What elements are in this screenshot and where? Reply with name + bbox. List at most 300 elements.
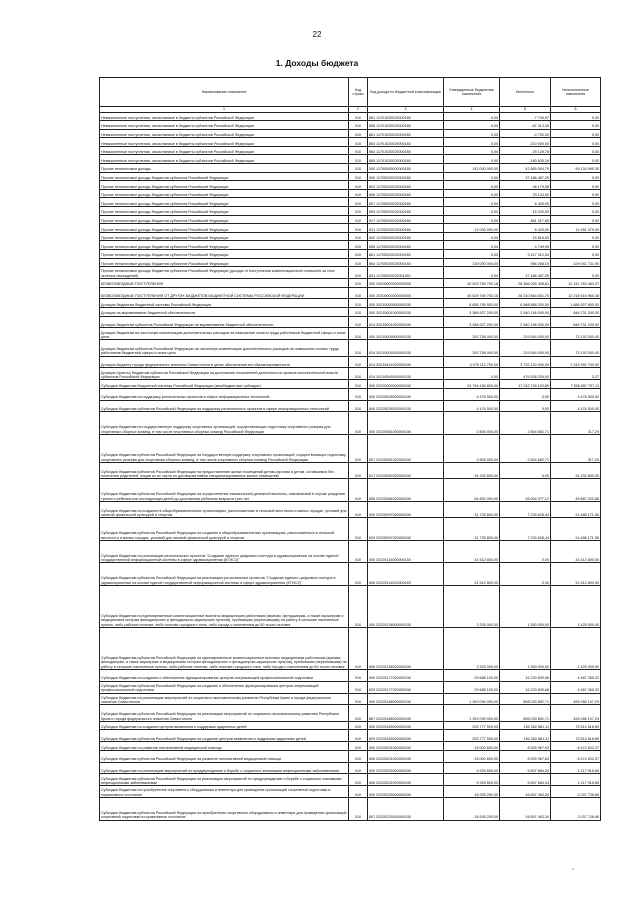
approved-amount-cell: 1 392 090 000,00: [444, 693, 500, 705]
budget-code-cell: 807 20225081020000150: [368, 434, 444, 462]
budget-code-cell: 000 20200000000000000: [368, 287, 444, 299]
table-row: [100, 669, 601, 681]
line-code-cell: 010: [349, 693, 368, 705]
executed-amount-cell: 28 386 026 308,81: [500, 278, 551, 287]
executed-amount-cell: 16 897 463,34: [500, 798, 551, 821]
line-code-cell: 010: [349, 207, 368, 216]
line-code-cell: 010: [349, 786, 368, 798]
approved-amount-cell: 4 476 500,00: [444, 400, 500, 412]
approved-amount-cell: 20 688 100,00: [444, 669, 500, 681]
executed-amount-cell: 3 732 120 000,00: [500, 356, 551, 368]
budget-code-cell: 806 20225114020000150: [368, 563, 444, 586]
column-number: 1: [100, 107, 349, 113]
approved-amount-cell: 24 749 436 800,00: [444, 380, 500, 389]
table-row: [100, 215, 601, 224]
corner-mark: ,: [572, 864, 574, 871]
budget-code-cell: 803 11705020020000180: [368, 181, 444, 190]
line-code-cell: 010: [349, 412, 368, 435]
approved-amount-cell: 0,00: [444, 112, 500, 121]
line-code-cell: 010: [349, 278, 368, 287]
budget-code-cell: 000 20225114000000150: [368, 540, 444, 563]
approved-amount-cell: 0,00: [444, 172, 500, 181]
unexecuted-amount-cell: 129 041 731,90: [551, 258, 601, 267]
unexecuted-amount-cell: 0,00: [551, 241, 601, 250]
budget-code-cell: 807 11705020020000180: [368, 198, 444, 207]
table-row: [100, 368, 601, 380]
executed-amount-cell: 1 900 000,00: [500, 585, 551, 627]
budget-code-cell: 000 20225097000000150: [368, 501, 444, 518]
approved-amount-cell: 6 925 600,00: [444, 774, 500, 786]
indicator-name-cell: Прочие неналоговые доходы бюджетов субъектов Российской Федерации: [100, 224, 349, 233]
table-row: [100, 198, 601, 207]
unexecuted-amount-cell: 12 141 763 483,37: [551, 278, 601, 287]
indicator-name-cell: Прочие неналоговые доходы бюджетов субъектов Российской Федерации: [100, 258, 349, 267]
indicator-name-cell: Дотации бюджетам субъектов Российской Федерации на частичную компенсацию дополнительных расходов на повышение оплаты труда работников бюджетной сферы и иные цели: [100, 340, 349, 357]
approved-amount-cell: 292 756 000,00: [444, 328, 500, 340]
line-code-cell: 010: [349, 750, 368, 762]
table-header: [100, 78, 601, 113]
unexecuted-amount-cell: 2 037 736,66: [551, 798, 601, 821]
table-row: [100, 181, 601, 190]
indicator-name-cell: Субсидии бюджетам на единовременные компенсационные выплаты медицинским работникам (врачам, фельдшерам, а также акушеркам и медицинским сестрам фельдшерских и фельдшерско-акушерских пунктов), прибывшим (переехавшим) на работу в сельские населенные пункты, либо рабочие поселки, либо поселки городского типа, либо города с населением до 50 тысяч человек: [100, 585, 349, 627]
approved-amount-cell: 0,00: [444, 138, 500, 147]
unexecuted-amount-cell: 3,27: [551, 368, 601, 380]
unexecuted-amount-cell: 0,00: [551, 198, 601, 207]
table-row: [100, 762, 601, 774]
indicator-name-cell: Субсидии бюджетам субъектов Российской Федерации на создание и обеспечение функционирования центров опережающей профессиональной подготовки: [100, 681, 349, 693]
approved-amount-cell: 31 725 800,00: [444, 518, 500, 541]
indicator-name-cell: Прочие неналоговые доходы бюджетов субъектов Российской Федерации: [100, 215, 349, 224]
executed-amount-cell: 17 242 749 102,89: [500, 380, 551, 389]
approved-amount-cell: 4 976 112 700,00: [444, 356, 500, 368]
approved-amount-cell: 20 688 100,00: [444, 681, 500, 693]
table-row: [100, 112, 601, 121]
indicator-name-cell: Прочие неналоговые доходы бюджетов субъектов Российской Федерации: [100, 189, 349, 198]
table-row: [100, 412, 601, 435]
line-code-cell: 010: [349, 742, 368, 751]
budget-code-cell: 829 20225189020000150: [368, 730, 444, 742]
line-code-cell: 010: [349, 368, 368, 380]
line-code-cell: 010: [349, 258, 368, 267]
unexecuted-amount-cell: 0,00: [551, 250, 601, 259]
budget-code-cell: 807 20225229020000150: [368, 798, 444, 821]
budget-code-cell: 817 11705020020000180: [368, 215, 444, 224]
approved-amount-cell: 3 386 927 200,00: [444, 316, 500, 328]
indicator-name-cell: БЕЗВОЗМЕЗДНЫЕ ПОСТУПЛЕНИЯ: [100, 278, 349, 287]
unexecuted-amount-cell: 0,00: [551, 181, 601, 190]
unexecuted-amount-cell: 31 512 800,00: [551, 540, 601, 563]
table-row: [100, 164, 601, 173]
table-row: [100, 705, 601, 722]
page-title: 1. Доходы бюджета: [275, 58, 359, 68]
table-row: [100, 340, 601, 357]
line-code-cell: 010: [349, 774, 368, 786]
indicator-name-cell: БЕЗВОЗМЕЗДНЫЕ ПОСТУПЛЕНИЯ ОТ ДРУГИХ БЮДЖЕТОВ БЮДЖЕТНОЙ СИСТЕМЫ РОССИЙСКОЙ ФЕДЕРАЦИИ: [100, 287, 349, 299]
approved-amount-cell: 0,00: [444, 267, 500, 279]
unexecuted-amount-cell: 99 134 995,30: [551, 164, 601, 173]
executed-amount-cell: 16 897 463,34: [500, 786, 551, 798]
executed-amount-cell: 8 525 967,63: [500, 750, 551, 762]
executed-amount-cell: 219 564 000,00: [500, 328, 551, 340]
indicator-name-cell: Дотация бюджету города федерального значения Севастополя в целях обеспечения его сбалансированности: [100, 356, 349, 368]
budget-code-cell: 855 11705020020000180: [368, 241, 444, 250]
line-code-cell: 010: [349, 287, 368, 299]
executed-amount-cell: 476 938 200,00: [500, 368, 551, 380]
budget-code-cell: 000 20225201000000150: [368, 742, 444, 751]
approved-amount-cell: 0,00: [444, 198, 500, 207]
executed-amount-cell: 219 564 000,00: [500, 340, 551, 357]
indicator-name-cell: Дотации (гранты) бюджетам субъектов Российской Федерации за достижение показателей деятельности органов исполнительной власти субъектов Российской Федерации: [100, 368, 349, 380]
approved-amount-cell: 0,00: [444, 215, 500, 224]
table-row: [100, 250, 601, 259]
column-header: Неисполненные назначения: [551, 78, 601, 107]
indicator-name-cell: Прочие неналоговые доходы бюджетов субъектов Российской Федерации: [100, 250, 349, 259]
budget-code-cell: 861 11705020020000180: [368, 250, 444, 259]
unexecuted-amount-cell: 0,00: [551, 121, 601, 130]
line-code-cell: 010: [349, 121, 368, 130]
approved-amount-cell: 0,00: [444, 250, 500, 259]
unexecuted-amount-cell: 1 686 927 600,00: [551, 299, 601, 308]
executed-amount-cell: 37 486 457,25: [500, 267, 551, 279]
unexecuted-amount-cell: 0,00: [551, 267, 601, 279]
unexecuted-amount-cell: 6 474 632,37: [551, 750, 601, 762]
column-header: Утвержденные бюджетные назначения: [444, 78, 500, 107]
line-code-cell: 010: [349, 400, 368, 412]
unexecuted-amount-cell: 11 991 570,00: [551, 224, 601, 233]
table-row: [100, 742, 601, 751]
approved-amount-cell: 0,00: [444, 181, 500, 190]
executed-amount-cell: 23 143,00: [500, 189, 551, 198]
executed-amount-cell: 5 807 684,34: [500, 774, 551, 786]
line-code-cell: 010: [349, 181, 368, 190]
approved-amount-cell: 3 386 927 200,00: [444, 307, 500, 316]
unexecuted-amount-cell: 4 467 260,32: [551, 669, 601, 681]
table-row: [100, 462, 601, 479]
approved-amount-cell: 2 805 000,00: [444, 434, 500, 462]
table-row: [100, 400, 601, 412]
unexecuted-amount-cell: 317,29: [551, 434, 601, 462]
indicator-name-cell: Прочие неналоговые доходы: [100, 164, 349, 173]
line-code-cell: 010: [349, 164, 368, 173]
indicator-name-cell: Субсидии бюджетам субъектов Российской Федерации на создание центров выявления и поддержки одаренных детей: [100, 730, 349, 742]
approved-amount-cell: 4 476 500,00: [444, 388, 500, 400]
indicator-name-cell: Субсидии бюджетам на реализацию региональных проектов "Создание единого цифрового контура в здравоохранении на основе единой государственной информационной системы в сфере здравоохранения (ЕГИСЗ)": [100, 540, 349, 563]
executed-amount-cell: 2 804 682,71: [500, 434, 551, 462]
indicator-name-cell: Субсидии бюджетам субъектов Российской Федерации на осуществление ежемесячной денежной выплаты, назначаемой в случае рождения третьего ребенка или последующих детей до достижения ребенком возраста трех лет: [100, 479, 349, 502]
line-code-cell: 010: [349, 681, 368, 693]
budget-code-cell: 000 11705000000000180: [368, 164, 444, 173]
executed-amount-cell: 2 540 196 000,00: [500, 307, 551, 316]
executed-amount-cell: 15 816,00: [500, 232, 551, 241]
approved-amount-cell: 292 756 000,00: [444, 340, 500, 357]
executed-amount-cell: -180 635,16: [500, 155, 551, 164]
executed-amount-cell: 29 129,78: [500, 146, 551, 155]
line-code-cell: 010: [349, 730, 368, 742]
income-table: [99, 77, 600, 821]
table-row: [100, 356, 601, 368]
unexecuted-amount-cell: 75 514 618,89: [551, 730, 601, 742]
executed-amount-cell: 4 749,95: [500, 241, 551, 250]
indicator-name-cell: Субсидии бюджетам на создание и обеспечение функционирования центров опережающей профессиональной подготовки: [100, 669, 349, 681]
unexecuted-amount-cell: 1 243 992 700,00: [551, 356, 601, 368]
budget-code-cell: 814 20215001020000150: [368, 316, 444, 328]
line-code-cell: 010: [349, 627, 368, 669]
unexecuted-amount-cell: 49 887 022,88: [551, 479, 601, 502]
budget-code-cell: 000 20210000000000150: [368, 299, 444, 308]
indicator-name-cell: Субсидии бюджетам на государственную поддержку спортивных организаций, осуществляющих подготовку спортивного резерва для спортивных сборных команд, в том числе спортивных сборных команд Российской Федерации: [100, 412, 349, 435]
approved-amount-cell: 0,00: [444, 146, 500, 155]
approved-amount-cell: 84 892 000,00: [444, 479, 500, 502]
unexecuted-amount-cell: 2 037 736,66: [551, 786, 601, 798]
table-row: [100, 388, 601, 400]
indicator-name-cell: Субсидии бюджетам на реализацию мероприятий по социально-экономическому развитию Республики Крым и города федерального значения Севастополя: [100, 693, 349, 705]
executed-amount-cell: 8 525 967,63: [500, 742, 551, 751]
table-row: [100, 479, 601, 502]
indicator-name-cell: Прочие неналоговые доходы бюджетов субъектов Российской Федерации: [100, 198, 349, 207]
approved-amount-cell: 31 512 800,00: [444, 563, 500, 586]
unexecuted-amount-cell: 0,00: [551, 129, 601, 138]
executed-amount-cell: -210 000,00: [500, 138, 551, 147]
approved-amount-cell: 31 725 800,00: [444, 501, 500, 518]
approved-amount-cell: 225 777 500,00: [444, 721, 500, 730]
table-row: [100, 328, 601, 340]
budget-code-cell: 861 11701020020000180: [368, 129, 444, 138]
unexecuted-amount-cell: 4 476 500,00: [551, 400, 601, 412]
budget-code-cell: 867 20225188020000150: [368, 705, 444, 722]
approved-amount-cell: 130 000 000,00: [444, 258, 500, 267]
table-row: [100, 121, 601, 130]
table-row: [100, 172, 601, 181]
line-code-cell: 010: [349, 267, 368, 279]
line-code-cell: 010: [349, 328, 368, 340]
indicator-name-cell: Невыясненные поступления, зачисляемые в бюджеты субъектов Российской Федерации: [100, 146, 349, 155]
budget-code-cell: 809 11705020020000180: [368, 207, 444, 216]
unexecuted-amount-cell: 12 218 916 960,48: [551, 287, 601, 299]
budget-code-cell: 000 20225028000000150: [368, 388, 444, 400]
budget-code-cell: 000 20225081000000150: [368, 412, 444, 435]
executed-amount-cell: 42 865 004,70: [500, 164, 551, 173]
unexecuted-amount-cell: 75 514 618,89: [551, 721, 601, 730]
table-row: [100, 224, 601, 233]
table-row: [100, 681, 601, 693]
indicator-name-cell: Дотации бюджетам субъектов Российской Федерации на выравнивание бюджетной обеспеченности: [100, 316, 349, 328]
budget-code-cell: 000 20215001000000150: [368, 307, 444, 316]
executed-amount-cell: 898 033 892,71: [500, 693, 551, 705]
executed-amount-cell: 8 430,00: [500, 224, 551, 233]
budget-code-cell: 000 20000000000000000: [368, 278, 444, 287]
indicator-name-cell: Прочие неналоговые доходы бюджетов субъектов Российской Федерации: [100, 172, 349, 181]
unexecuted-amount-cell: 6 474 632,37: [551, 742, 601, 751]
line-code-cell: 010: [349, 705, 368, 722]
approved-amount-cell: 0,00: [444, 241, 500, 250]
executed-amount-cell: 0,00: [500, 540, 551, 563]
table-row: [100, 627, 601, 669]
indicator-name-cell: Субсидии бюджетам на реализацию мероприятий по предупреждению и борьбе с социально значимыми инфекционными заболеваниями: [100, 762, 349, 774]
budget-code-cell: 000 20220000000000150: [368, 380, 444, 389]
unexecuted-amount-cell: 1 425 000,00: [551, 627, 601, 669]
approved-amount-cell: 0,00: [444, 129, 500, 138]
unexecuted-amount-cell: 31 512 800,00: [551, 563, 601, 586]
line-code-cell: 010: [349, 155, 368, 164]
table-row: [100, 563, 601, 586]
budget-code-cell: 829 20225097020000150: [368, 518, 444, 541]
line-code-cell: 010: [349, 462, 368, 479]
indicator-name-cell: Субсидии бюджетам субъектов Российской Федерации на государственную поддержку спортивных организаций, осуществляющих подготовку спортивного резерва для спортивных сборных команд, в том числе спортивных сборных команд Российской Федерации: [100, 434, 349, 462]
column-header: Исполнено: [500, 78, 551, 107]
approved-amount-cell: 2 805 000,00: [444, 412, 500, 435]
budget-code-cell: 814 20215414020000150: [368, 356, 444, 368]
executed-amount-cell: 2 540 196 000,00: [500, 316, 551, 328]
unexecuted-amount-cell: 846 731 200,00: [551, 316, 601, 328]
table-row: [100, 585, 601, 627]
unexecuted-amount-cell: 494 056 107,29: [551, 705, 601, 722]
budget-code-cell: 000 20225189000000150: [368, 721, 444, 730]
executed-amount-cell: 0,00: [500, 462, 551, 479]
executed-amount-cell: 16 220 839,68: [500, 681, 551, 693]
table-row: [100, 207, 601, 216]
table-row: [100, 540, 601, 563]
indicator-name-cell: Субсидии бюджетам субъектов Российской Федерации на создание в общеобразовательных организациях, расположенных в сельской местности и малых городах, условий для занятий физической культурой и спортом: [100, 518, 349, 541]
table-row: [100, 501, 601, 518]
budget-code-cell: 864 11705020020000180: [368, 258, 444, 267]
indicator-name-cell: Субсидии бюджетам субъектов Российской Федерации на предоставление жилых помещений детям-сиротам и детям, оставшимся без попечения родителей, лицам из их числа по договорам найма специализированных жилых помещений: [100, 462, 349, 479]
budget-code-cell: 806 20225138020000150: [368, 627, 444, 669]
line-code-cell: 010: [349, 669, 368, 681]
budget-code-cell: 000 20225138000000150: [368, 585, 444, 627]
line-code-cell: 010: [349, 241, 368, 250]
table-row: [100, 730, 601, 742]
indicator-name-cell: Прочие неналоговые доходы бюджетов субъектов Российской Федерации: [100, 181, 349, 190]
indicator-name-cell: Прочие неналоговые доходы бюджетов субъектов Российской Федерации: [100, 241, 349, 250]
table-row: [100, 146, 601, 155]
line-code-cell: 010: [349, 380, 368, 389]
indicator-name-cell: Субсидии бюджетам на развитие паллиативной медицинской помощи: [100, 742, 349, 751]
line-code-cell: 010: [349, 479, 368, 502]
unexecuted-amount-cell: 317,29: [551, 412, 601, 435]
line-code-cell: 010: [349, 232, 368, 241]
table-row: [100, 278, 601, 287]
executed-amount-cell: 0,00: [500, 563, 551, 586]
approved-amount-cell: 0,00: [444, 368, 500, 380]
budget-code-cell: 829 20225177020000150: [368, 681, 444, 693]
column-number: 6: [551, 107, 601, 113]
approved-amount-cell: 31 512 800,00: [444, 540, 500, 563]
indicator-name-cell: Субсидии бюджетам субъектов Российской Федерации на реализацию региональных проектов "Создание единого цифрового контура в здравоохранении на основе единой государственной информационной системы в сфере здравоохранения (ЕГИСЗ)": [100, 563, 349, 586]
table-row: [100, 241, 601, 250]
approved-amount-cell: 0,00: [444, 189, 500, 198]
unexecuted-amount-cell: 0,00: [551, 189, 601, 198]
approved-amount-cell: 18 935 200,00: [444, 786, 500, 798]
indicator-name-cell: Субсидии бюджетам на создание в общеобразовательных организациях, расположенных в сельской местности и малых городах, условий для занятий физической культурой и спортом: [100, 501, 349, 518]
column-header: Код дохода по бюджетной классификации: [368, 78, 444, 107]
approved-amount-cell: 15 000 600,00: [444, 750, 500, 762]
approved-amount-cell: 6 925 600,00: [444, 762, 500, 774]
page-number: 22: [312, 30, 322, 39]
table-row: [100, 307, 601, 316]
unexecuted-amount-cell: 24 486 171,56: [551, 518, 601, 541]
indicator-name-cell: Субсидии бюджетам на создание центров выявления и поддержки одаренных детей: [100, 721, 349, 730]
executed-amount-cell: 3 417 012,54: [500, 250, 551, 259]
budget-code-cell: 814 20216549020000150: [368, 368, 444, 380]
budget-code-cell: 000 20225202000000150: [368, 762, 444, 774]
line-code-cell: 010: [349, 540, 368, 563]
unexecuted-amount-cell: 0,00: [551, 138, 601, 147]
table-row: [100, 774, 601, 786]
budget-code-cell: 855 11701020020000180: [368, 121, 444, 130]
approved-amount-cell: 8 655 795 900,00: [444, 299, 500, 308]
indicator-name-cell: Дотации бюджетам на частичную компенсацию дополнительных расходов на повышение оплаты труда работников бюджетной сферы и иные цели: [100, 328, 349, 340]
indicator-name-cell: Дотации на выравнивание бюджетной обеспеченности: [100, 307, 349, 316]
indicator-name-cell: Субсидии бюджетам субъектов Российской Федерации на развитие паллиативной медицинской помощи: [100, 750, 349, 762]
budget-code-cell: 000 20225229000000150: [368, 786, 444, 798]
table-row: [100, 267, 601, 279]
budget-code-cell: 000 11705020020000180: [368, 172, 444, 181]
line-code-cell: 010: [349, 299, 368, 308]
executed-amount-cell: 861 317,85: [500, 215, 551, 224]
indicator-name-cell: Прочие неналоговые доходы бюджетов субъектов Российской Федерации: [100, 232, 349, 241]
line-code-cell: 010: [349, 340, 368, 357]
table-row: [100, 380, 601, 389]
table-row: [100, 434, 601, 462]
budget-code-cell: 851 11701020020000180: [368, 112, 444, 121]
indicator-name-cell: Невыясненные поступления, зачисляемые в бюджеты субъектов Российской Федерации: [100, 155, 349, 164]
executed-amount-cell: 16 220 839,68: [500, 669, 551, 681]
table-row: [100, 750, 601, 762]
table-row: [100, 232, 601, 241]
line-code-cell: 010: [349, 198, 368, 207]
executed-amount-cell: -67 413,30: [500, 121, 551, 130]
line-code-cell: 010: [349, 356, 368, 368]
budget-code-cell: 831 11705020020000180: [368, 224, 444, 233]
line-code-cell: 010: [349, 798, 368, 821]
budget-code-cell: 840 20225028020000150: [368, 400, 444, 412]
unexecuted-amount-cell: 1 117 915,66: [551, 762, 601, 774]
line-code-cell: 010: [349, 388, 368, 400]
column-number: 4: [444, 107, 500, 113]
approved-amount-cell: 15 000 600,00: [444, 742, 500, 751]
line-code-cell: 010: [349, 224, 368, 233]
executed-amount-cell: 6 968 868 200,00: [500, 299, 551, 308]
executed-amount-cell: 7 239 628,44: [500, 501, 551, 518]
line-code-cell: 010: [349, 762, 368, 774]
executed-amount-cell: 15 200,00: [500, 207, 551, 216]
approved-amount-cell: 0,00: [444, 207, 500, 216]
executed-amount-cell: 0,00: [500, 400, 551, 412]
indicator-name-cell: Субсидии бюджетам субъектов Российской Федерации на поддержку региональных проектов в сфере информационных технологий: [100, 400, 349, 412]
table-row: [100, 299, 601, 308]
line-code-cell: 010: [349, 316, 368, 328]
approved-amount-cell: 12 000 000,00: [444, 224, 500, 233]
approved-amount-cell: 0,00: [444, 232, 500, 241]
approved-amount-cell: 0,00: [444, 155, 500, 164]
indicator-name-cell: Субсидии бюджетам на приобретение спортивного оборудования и инвентаря для приведения организаций спортивной подготовки в нормативное состояние: [100, 786, 349, 798]
line-code-cell: 010: [349, 501, 368, 518]
line-code-cell: 010: [349, 563, 368, 586]
table-row: [100, 798, 601, 821]
indicator-name-cell: Невыясненные поступления, зачисляемые в бюджеты субъектов Российской Федерации: [100, 121, 349, 130]
unexecuted-amount-cell: 1 425 000,00: [551, 585, 601, 627]
indicator-name-cell: Дотации бюджетам бюджетной системы Российской Федерации: [100, 299, 349, 308]
column-number: 5: [500, 107, 551, 113]
executed-amount-cell: 35 004 977,12: [500, 479, 551, 502]
line-code-cell: 010: [349, 518, 368, 541]
approved-amount-cell: 3 325 000,00: [444, 627, 500, 669]
table-row: [100, 786, 601, 798]
unexecuted-amount-cell: 0,00: [551, 146, 601, 155]
budget-code-cell: 000 20225177000000150: [368, 669, 444, 681]
executed-amount-cell: -4 700,00: [500, 129, 551, 138]
line-code-cell: 010: [349, 138, 368, 147]
